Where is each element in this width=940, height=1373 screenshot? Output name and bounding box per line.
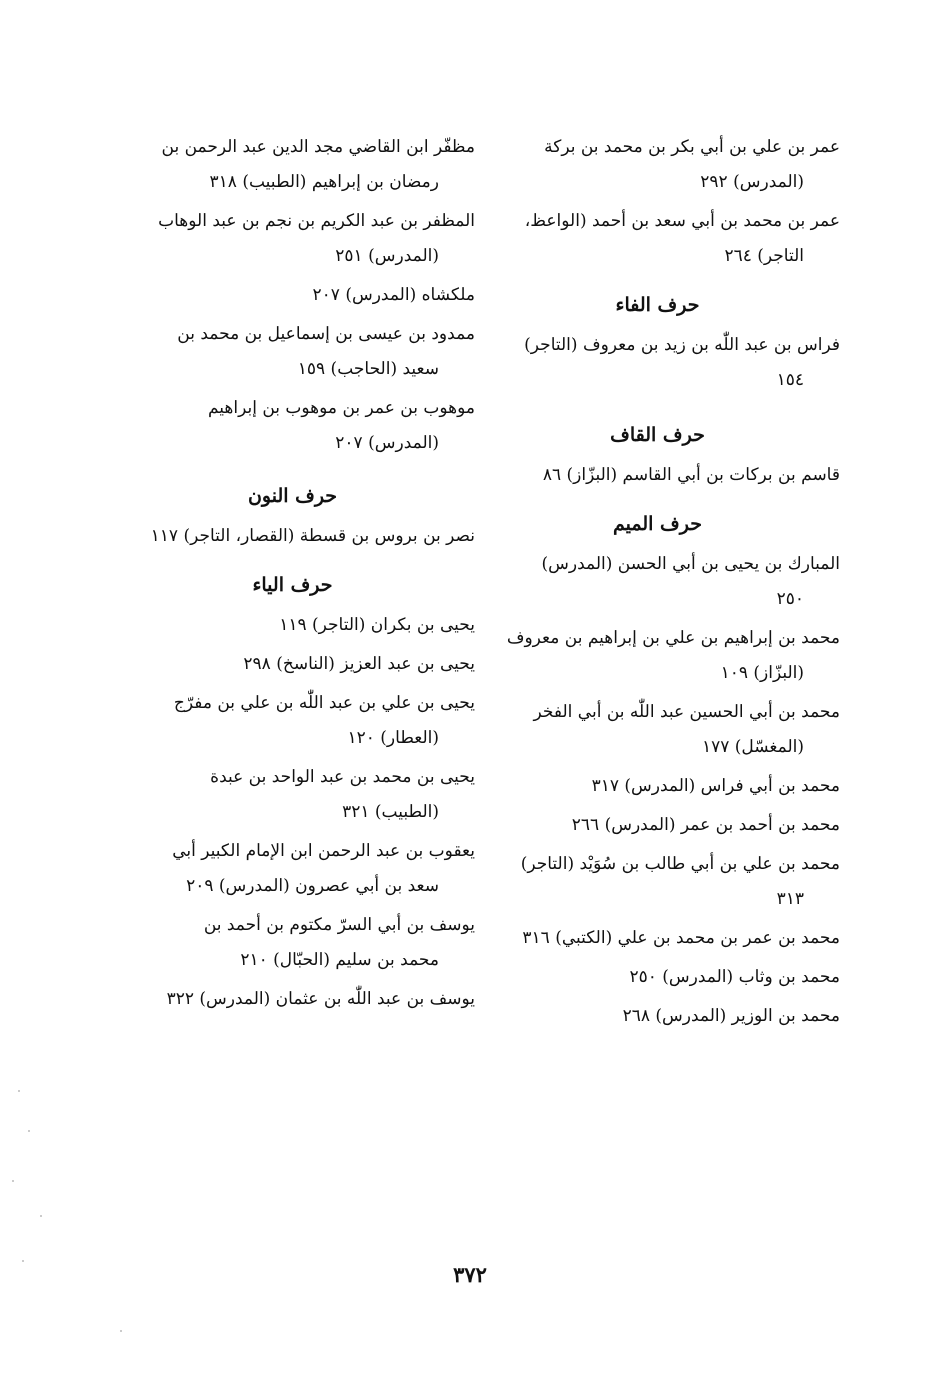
index-entry xyxy=(475,769,840,804)
index-entry xyxy=(475,204,840,274)
entry-continuation: التاجر) ٢٦٤ xyxy=(724,246,804,266)
index-entry xyxy=(475,695,840,765)
index-entry xyxy=(475,999,840,1034)
entry-text: يوسف بن عبد اللّٰه بن عثمان (المدرس) ٣٢٢ xyxy=(166,989,475,1009)
index-entry xyxy=(475,921,840,956)
index-entry xyxy=(110,647,475,682)
entry-continuation: ٢٥٠ xyxy=(776,589,804,609)
index-entry xyxy=(475,328,840,398)
entry-text: عمر بن علي بن أبي بكر بن محمد بن بركة xyxy=(544,137,840,157)
entry-text: محمد بن الوزير (المدرس) ٢٦٨ xyxy=(622,1006,840,1026)
section-heading-ya: حرف الياء xyxy=(252,574,333,596)
entry-text: نصر بن بروس بن قسطة (القصار، التاجر) ١١٧ xyxy=(150,526,475,546)
entry-continuation: (العطار) ١٢٠ xyxy=(347,728,439,748)
entry-continuation: (الطبيب) ٣٢١ xyxy=(342,802,439,822)
left-column xyxy=(110,130,475,1021)
entry-text: عمر بن محمد بن أبي سعد بن أحمد (الواعظ، xyxy=(524,211,840,231)
index-entry xyxy=(475,808,840,843)
index-entry xyxy=(110,130,475,200)
index-entry xyxy=(475,621,840,691)
index-entry xyxy=(110,908,475,978)
entry-text: ممدود بن عيسى بن إسماعيل بن محمد بن xyxy=(177,324,475,344)
entry-continuation: ٣١٣ xyxy=(776,889,804,909)
right-column xyxy=(475,130,840,1038)
section-heading-qaf: حرف القاف xyxy=(610,424,705,446)
entry-continuation: محمد بن سليم (الحبّال) ٢١٠ xyxy=(240,950,439,970)
entry-text: محمد بن عمر بن محمد بن علي (الكتبي) ٣١٦ xyxy=(522,928,840,948)
entry-continuation: (البزّاز) ١٠٩ xyxy=(720,663,804,683)
entry-text: يحيى بن بكران (التاجر) ١١٩ xyxy=(279,615,475,635)
entry-continuation: (المدرس) ٢٠٧ xyxy=(335,433,439,453)
scan-speck xyxy=(22,1260,24,1262)
index-entry xyxy=(475,130,840,200)
entry-text: محمد بن أحمد بن عمر (المدرس) ٢٦٦ xyxy=(571,815,840,835)
index-entry xyxy=(110,391,475,461)
scan-speck xyxy=(28,1130,30,1132)
entry-continuation: رمضان بن إبراهيم (الطبيب) ٣١٨ xyxy=(209,172,439,192)
index-entry xyxy=(475,547,840,617)
scan-speck xyxy=(120,1330,122,1332)
entry-text: قاسم بن بركات بن أبي القاسم (البزّاز) ٨٦ xyxy=(542,465,840,485)
entry-text: يعقوب بن عبد الرحمن ابن الإمام الكبير أبي xyxy=(172,841,475,861)
entry-text: المظفر بن عبد الكريم بن نجم بن عبد الوهاب xyxy=(158,211,475,231)
entry-text: محمد بن إبراهيم بن علي بن إبراهيم بن معروف xyxy=(506,628,840,648)
section-heading-mim: حرف الميم xyxy=(613,513,702,535)
entry-text: يحيى بن علي بن عبد اللّٰه بن علي بن مفرّج xyxy=(173,693,475,713)
index-entry xyxy=(110,608,475,643)
section-heading-fa: حرف الفاء xyxy=(615,294,700,316)
entry-text: يوسف بن أبي السرّ مكتوم بن أحمد بن xyxy=(203,915,475,935)
index-entry xyxy=(110,204,475,274)
page-number: ٣٧٢ xyxy=(453,1262,487,1287)
entry-text: فراس بن عبد اللّٰه بن زيد بن معروف (التاجر) xyxy=(524,335,840,355)
index-entry xyxy=(475,960,840,995)
entry-text: ملكشاه (المدرس) ٢٠٧ xyxy=(312,285,475,305)
index-entry xyxy=(110,834,475,904)
entry-continuation: (المدرس) ٢٩٢ xyxy=(700,172,804,192)
entry-continuation: سعد بن أبي عصرون (المدرس) ٢٠٩ xyxy=(186,876,439,896)
index-entry xyxy=(475,847,840,917)
entry-text: يحيى بن عبد العزيز (الناسخ) ٢٩٨ xyxy=(243,654,475,674)
entry-text: محمد بن أبي الحسين عبد اللّٰه بن أبي الفخر xyxy=(533,702,840,722)
index-entry xyxy=(110,760,475,830)
section-heading-nun: حرف النون xyxy=(247,485,338,507)
entry-continuation: (المغسّل) ١٧٧ xyxy=(701,737,804,757)
scan-speck xyxy=(12,1180,14,1182)
entry-text: موهوب بن عمر بن موهوب بن إبراهيم xyxy=(207,398,475,418)
entry-text: يحيى بن محمد بن عبد الواحد بن عبدة xyxy=(210,767,475,787)
scan-speck xyxy=(40,1215,42,1217)
entry-continuation: سعيد (الحاجب) ١٥٩ xyxy=(297,359,439,379)
entry-continuation: ١٥٤ xyxy=(776,370,804,390)
index-entry xyxy=(475,458,840,493)
entry-text: محمد بن علي بن أبي طالب بن سُوَيْد (التاجر) xyxy=(520,854,840,874)
index-entry xyxy=(110,982,475,1017)
index-entry xyxy=(110,519,475,554)
entry-text: محمد بن وثاب (المدرس) ٢٥٠ xyxy=(629,967,840,987)
entry-text: محمد بن أبي فراس (المدرس) ٣١٧ xyxy=(591,776,840,796)
index-entry xyxy=(110,278,475,313)
entry-text: مظفّر ابن القاضي مجد الدين عبد الرحمن بن xyxy=(161,137,475,157)
index-entry xyxy=(110,317,475,387)
index-entry xyxy=(110,686,475,756)
entry-continuation: (المدرس) ٢٥١ xyxy=(335,246,439,266)
entry-text: المبارك بن يحيى بن أبي الحسن (المدرس) xyxy=(541,554,840,574)
scan-speck xyxy=(18,1090,20,1092)
